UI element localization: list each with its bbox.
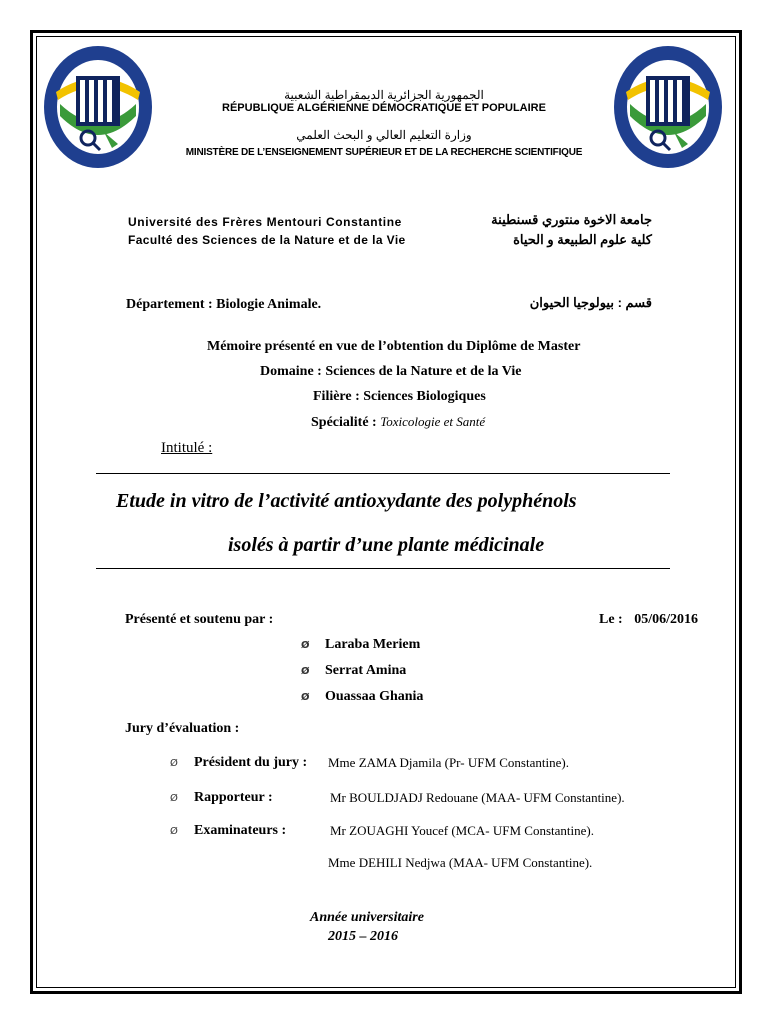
bullet-marker: Ø bbox=[170, 793, 178, 804]
jury-name: Mr ZOUAGHI Youcef (MCA- UFM Constantine). bbox=[330, 823, 594, 838]
presented-by-label: Présenté et soutenu par : bbox=[125, 612, 274, 627]
jury-role: Rapporteur : bbox=[194, 790, 273, 805]
header-arabic-ministry: وزارة التعليم العالي و البحث العلمي bbox=[296, 128, 472, 142]
thesis-title-line-2: isolés à partir d’une plante médicinale bbox=[228, 534, 545, 556]
date-value: 05/06/2016 bbox=[634, 612, 698, 627]
jury-member bbox=[170, 754, 307, 771]
university-name-fr: Université des Frères Mentouri Constantine bbox=[128, 215, 402, 229]
jury-name: Mme ZAMA Djamila (Pr- UFM Constantine). bbox=[328, 755, 569, 770]
title-rule-top bbox=[96, 473, 670, 474]
student-name: Ouassaa Ghania bbox=[325, 689, 424, 704]
faculty-name-ar: كلية علوم الطبيعة و الحياة bbox=[513, 232, 652, 247]
header-arabic-republic: الجمهورية الجزائرية الديمقراطية الشعبية bbox=[284, 88, 484, 102]
date-label: Le : bbox=[599, 612, 623, 627]
student-item bbox=[301, 663, 406, 679]
academic-year-value: 2015 – 2016 bbox=[328, 929, 398, 944]
defense-date bbox=[599, 612, 698, 628]
header-french-ministry: MINISTÈRE DE L’ENSEIGNEMENT SUPÉRIEUR ET DE LA RECHERCHE SCIENTIFIQUE bbox=[185, 147, 583, 158]
faculty-name-fr: Faculté des Sciences de la Nature et de la Vie bbox=[128, 233, 406, 247]
jury-role: Examinateurs : bbox=[194, 823, 287, 838]
bullet-marker: Ø bbox=[170, 758, 178, 769]
domaine-line: Domaine : Sciences de la Nature et de la Vie bbox=[260, 364, 522, 379]
bullet-marker: Ø bbox=[301, 692, 310, 703]
academic-year-label: Année universitaire bbox=[310, 910, 424, 925]
specialite-value: Toxicologie et Santé bbox=[380, 414, 486, 429]
student-item bbox=[301, 637, 420, 653]
jury-role: Président du jury : bbox=[194, 755, 308, 770]
bullet-marker: Ø bbox=[301, 666, 310, 677]
specialite-label: Spécialité : bbox=[311, 415, 381, 430]
department-ar: قسم : بيولوجيا الحيوان bbox=[529, 295, 652, 310]
university-logo-right bbox=[612, 44, 724, 170]
student-item bbox=[301, 689, 423, 705]
header-french-republic: RÉPUBLIQUE ALGÉRIENNE DÉMOCRATIQUE ET POPULAIRE bbox=[222, 102, 546, 114]
bullet-marker: Ø bbox=[170, 826, 178, 837]
intitule-label: Intitulé : bbox=[161, 440, 213, 456]
bullet-marker: Ø bbox=[301, 640, 310, 651]
student-name: Serrat Amina bbox=[325, 663, 407, 678]
jury-member bbox=[170, 822, 286, 839]
specialite-line bbox=[311, 414, 485, 431]
jury-name-extra-examiner: Mme DEHILI Nedjwa (MAA- UFM Constantine). bbox=[328, 855, 593, 870]
jury-name: Mr BOULDJADJ Redouane (MAA- UFM Constantine). bbox=[330, 790, 625, 805]
thesis-title-line-1: Etude in vitro de l’activité antioxydante des polyphénols bbox=[116, 490, 577, 512]
filiere-line: Filière : Sciences Biologiques bbox=[313, 389, 486, 404]
university-name-ar: جامعة الاخوة منتوري قسنطينة bbox=[491, 212, 652, 227]
memoire-line: Mémoire présenté en vue de l’obtention du Diplôme de Master bbox=[207, 339, 581, 354]
student-name: Laraba Meriem bbox=[325, 637, 421, 652]
university-logo-left bbox=[42, 44, 154, 170]
department-fr: Département : Biologie Animale. bbox=[126, 297, 322, 312]
title-rule-bottom bbox=[96, 568, 670, 569]
jury-heading: Jury d’évaluation : bbox=[125, 721, 240, 736]
jury-member bbox=[170, 789, 273, 806]
